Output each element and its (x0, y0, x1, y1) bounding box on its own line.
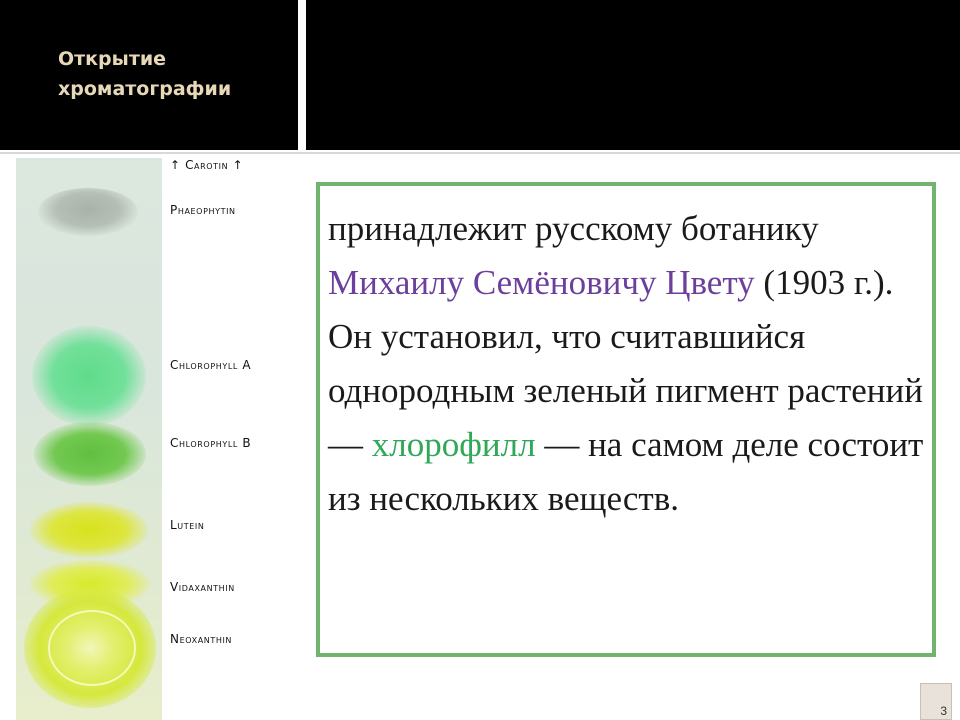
page-number-badge (920, 683, 952, 720)
text-box (316, 182, 936, 657)
chlorophyll-a-band (32, 326, 146, 426)
header-rule (0, 152, 960, 154)
application-spot-ring (48, 610, 136, 686)
phaeophytin-band (38, 188, 138, 236)
scientist-name: Михаилу Семёновичу Цвету (328, 263, 755, 302)
slide-title (58, 44, 288, 104)
text-box-paragraph (328, 202, 928, 526)
slide-title-line1: Открытие (58, 48, 167, 70)
label-chlorophyll-b: Chlorophyll B (170, 436, 252, 450)
label-neoxanthin: Neoxanthin (170, 632, 232, 646)
text-part-3: — на самом деле состоит из нескольких веществ. (328, 425, 924, 518)
label-chlorophyll-a: Chlorophyll A (170, 358, 252, 372)
header-divider (298, 0, 306, 150)
text-part-1: принадлежит русскому ботанику (328, 209, 819, 248)
label-phaeophytin: Phaeophytin (170, 203, 236, 217)
label-vidaxanthin: Vidaxanthin (170, 580, 235, 594)
slide-title-line2: хроматографии (58, 78, 232, 100)
text-part-2: (1903 г.). Он установил, что считавшийся однородным зеленый пигмент растений — (328, 263, 923, 464)
page-number: 3 (940, 704, 947, 718)
label-lutein: Lutein (170, 518, 205, 532)
lutein-band (30, 502, 148, 558)
label-carotin: ↑ Carotin ↑ (170, 158, 244, 172)
chromatography-strip-image (16, 158, 162, 720)
chlorophyll-term: хлорофилл (371, 425, 536, 464)
chlorophyll-b-band (34, 422, 146, 486)
header-right-panel (306, 0, 960, 150)
